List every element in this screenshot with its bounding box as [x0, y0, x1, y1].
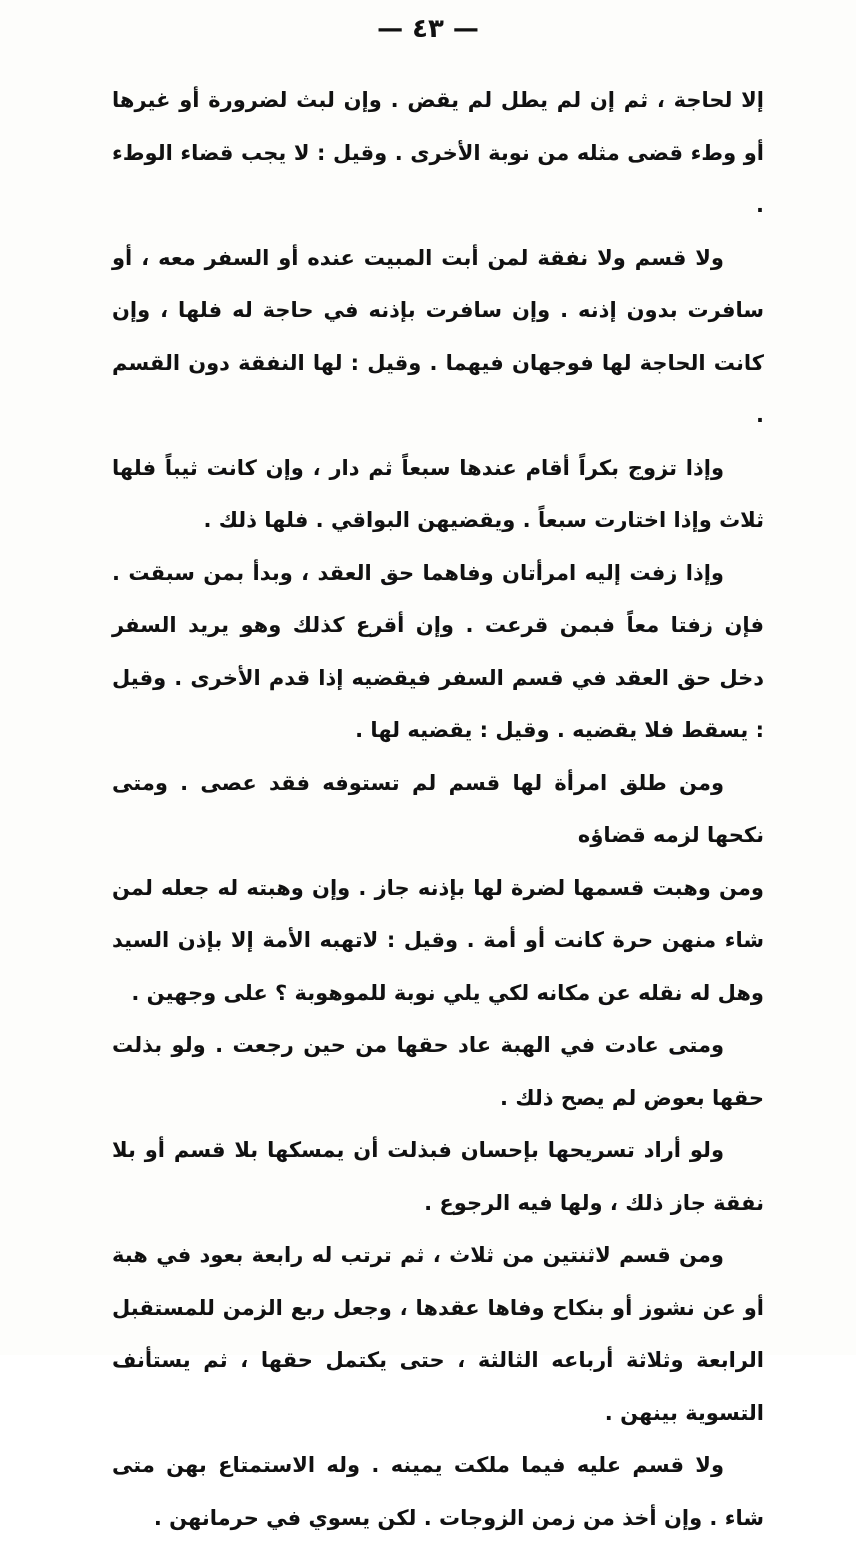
paragraph: ولو أراد تسريحها بإحسان فبذلت أن يمسكها بلا قسم أو بلا نفقة جاز ذلك ، ولها فيه الرجوع .	[112, 1138, 764, 1215]
paragraph: ومن طلق امرأة لها قسم لم تستوفه فقد عصى . ومتى نكحها لزمه قضاؤه	[112, 770, 764, 847]
paragraph: وإذا تزوج بكراً أقام عندها سبعاً ثم دار ، وإن كانت ثيباً فلها ثلاث وإذا اختارت سبعاً . ويقضيهن البواقي . فلها ذلك .	[112, 455, 764, 532]
paragraph: ومن قسم لاثنتين من ثلاث ، ثم ترتب له رابعة بعود في هبة أو عن نشوز أو بنكاح وفاها عقدها ، وجعل ربع الزمن للمستقبل الرابعة وثلاثة أرباعه الثالثة ، حتى يكتمل حقها ، ثم يستأنف التسوية بينهن .	[112, 1243, 764, 1425]
paragraph: ومن وهبت قسمها لضرة لها بإذنه جاز . وإن وهبته له جعله لمن شاء منهن حرة كانت أو أمة . وقيل : لاتهبه الأمة إلا بإذن السيد وهل له نقله عن مكانه لكي يلي نوبة للموهوبة ؟ على وجهين .	[112, 875, 764, 1005]
paragraph: وإذا زفت إليه امرأتان وفاهما حق العقد ، وبدأ بمن سبقت . فإن زفتا معاً فبمن قرعت . وإن أقرع كذلك وهو يريد السفر دخل حق العقد في قسم السفر فيقضيه إذا قدم الأخرى . وقيل : يسقط فلا يقضيه . وقيل : يقضيه لها .	[112, 560, 764, 742]
page-number: — ٤٣ —	[377, 14, 479, 44]
paragraph: إلا لحاجة ، ثم إن لم يطل لم يقض . وإن لبث لضرورة أو غيرها أو وطء قضى مثله من نوبة الأخرى . وقيل : لا يجب قضاء الوطء .	[112, 88, 764, 217]
body-text	[112, 74, 764, 1544]
paragraph: ولا قسم عليه فيما ملكت يمينه . وله الاستمتاع بهن متى شاء . وإن أخذ من زمن الزوجات . لكن يسوي في حرمانهن .	[112, 1453, 764, 1530]
paragraph: ولا قسم ولا نفقة لمن أبت المبيت عنده أو السفر معه ، أو سافرت بدون إذنه . وإن سافرت بإذنه في حاجة له فلها ، وإن كانت الحاجة لها فوجهان فيهما . وقيل : لها النفقة دون القسم .	[112, 245, 764, 427]
paragraph: ومتى عادت في الهبة عاد حقها من حين رجعت . ولو بذلت حقها بعوض لم يصح ذلك .	[112, 1033, 764, 1110]
